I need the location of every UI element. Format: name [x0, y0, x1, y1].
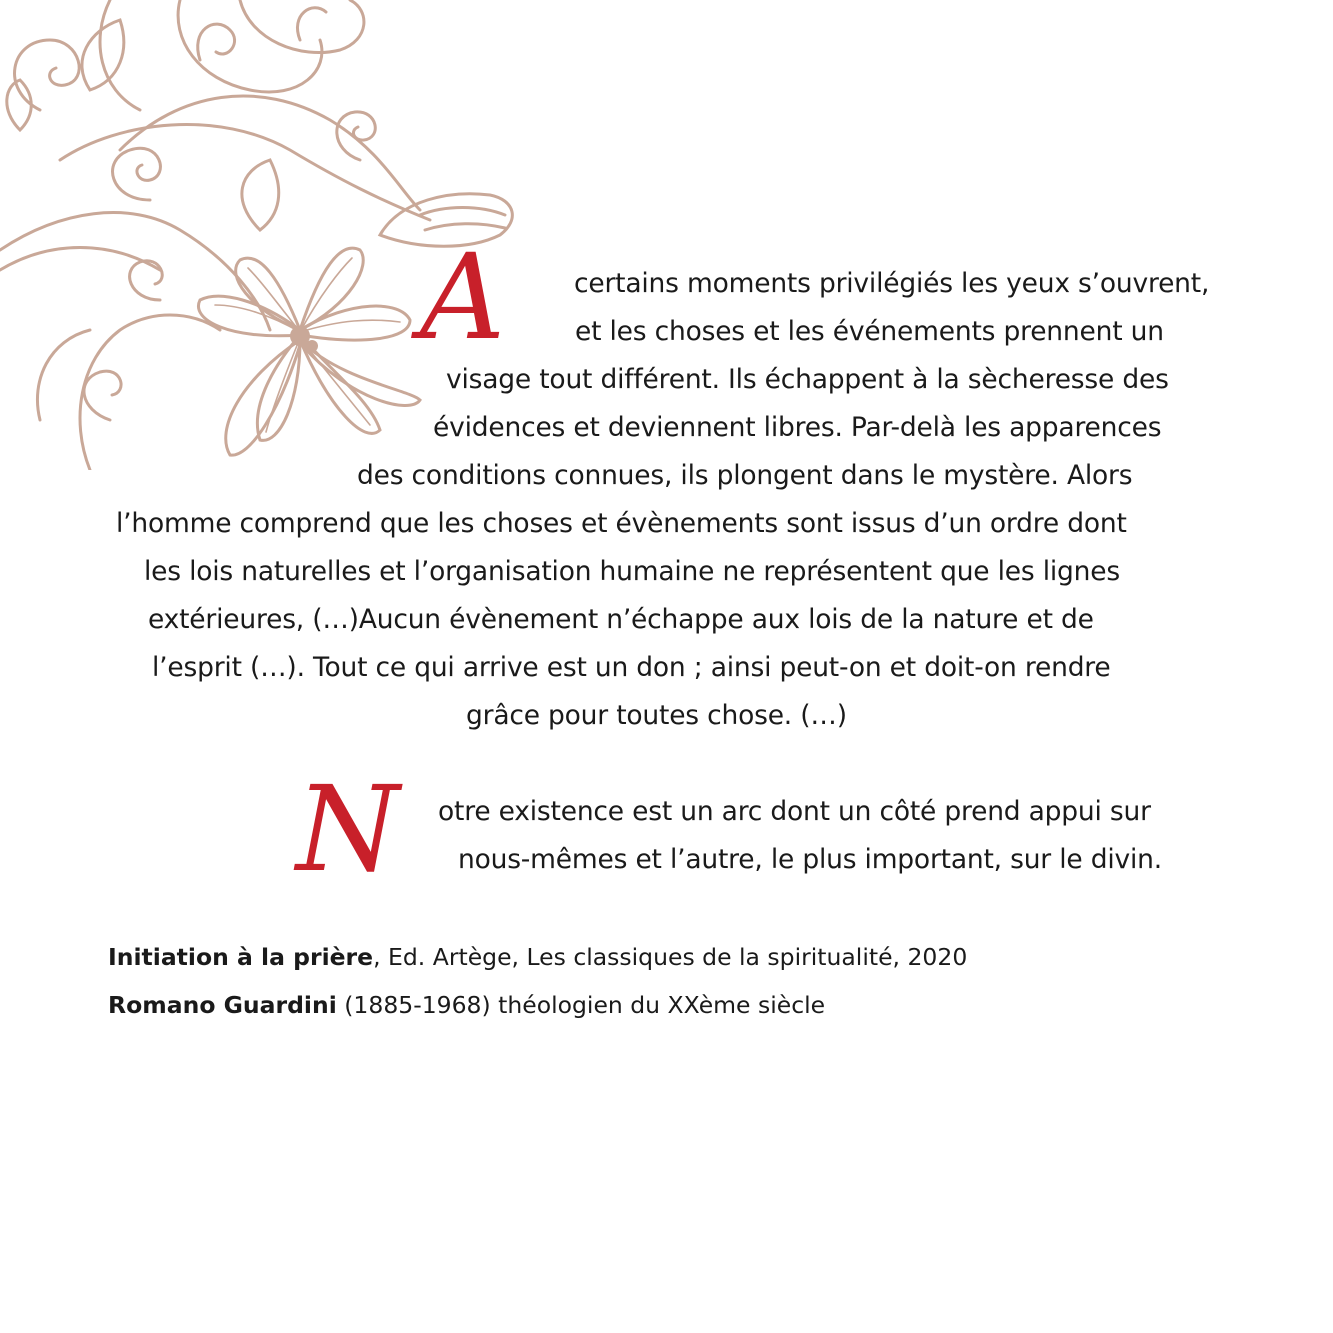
citation-book	[108, 942, 967, 972]
quote-line: certains moments privilégiés les yeux s’ouvrent,	[574, 268, 1210, 299]
quote-line: les lois naturelles et l’organisation humaine ne représentent que les lignes	[144, 556, 1120, 587]
quote-line: des conditions connues, ils plongent dans le mystère. Alors	[357, 460, 1133, 491]
book-details: , Ed. Artège, Les classiques de la spiritualité, 2020	[373, 943, 968, 971]
author-name: Romano Guardini	[108, 991, 337, 1019]
quote-line: évidences et deviennent libres. Par-delà les apparences	[433, 412, 1162, 443]
dropcap-n: N	[296, 760, 400, 898]
quote-line: l’esprit (…). Tout ce qui arrive est un don ; ainsi peut-on et doit-on rendre	[152, 652, 1111, 683]
book-title: Initiation à la prière	[108, 943, 374, 971]
citation-author	[108, 990, 825, 1020]
quote-line: et les choses et les événements prennent un	[575, 316, 1164, 347]
quote-line: grâce pour toutes chose. (…)	[466, 700, 847, 731]
quote-line: nous-mêmes et l’autre, le plus important, sur le divin.	[458, 844, 1162, 875]
author-details: (1885-1968) théologien du XXème siècle	[336, 991, 826, 1019]
quote-line: visage tout différent. Ils échappent à la sècheresse des	[446, 364, 1169, 395]
quote-line: l’homme comprend que les choses et évènements sont issus d’un ordre dont	[116, 508, 1127, 539]
quote-line: extérieures, (…)Aucun évènement n’échappe aux lois de la nature et de	[148, 604, 1094, 635]
quote-line: otre existence est un arc dont un côté prend appui sur	[438, 796, 1151, 827]
dropcap-a: A	[420, 228, 506, 366]
